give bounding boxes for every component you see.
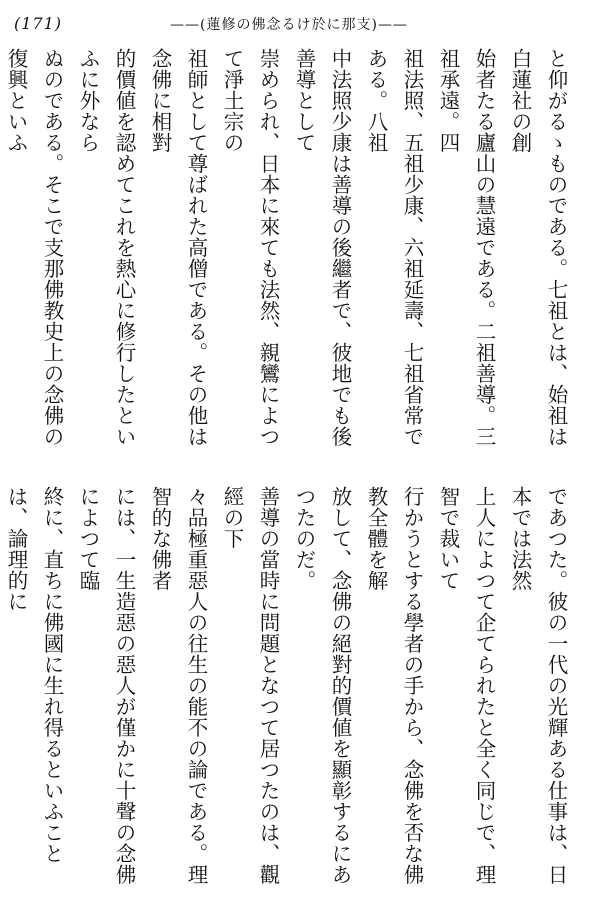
text-column: 終に、直ちに佛國に生れ得るといふことは、論理的に: [4, 486, 64, 864]
page-header: [0, 0, 590, 48]
text-column: と仰がるゝものである。七祖とは、始祖は白蓮社の創: [508, 48, 568, 447]
text-column: 上人によつて企てられたと全く同じで、理智で裁いて: [436, 486, 496, 885]
text-column: 々品極重惡人の往生の能不の論である。理智的な佛者: [148, 486, 208, 885]
text-block-top: [4, 48, 574, 466]
text-column: 祖師として尊ばれた高僧である。その他は念佛に相對: [148, 48, 208, 447]
text-column: 祖法照、五祖少康、六祖延壽、七祖省常である。八祖: [364, 48, 424, 447]
text-column: 行かうとする學者の手から、念佛を否な佛教全體を解: [364, 486, 424, 885]
text-column: 崇められ、日本に來ても法然、親鸞によつて淨土宗の: [220, 48, 280, 447]
text-column: 的價値を認めてこれを熱心に修行したといふに外なら: [76, 48, 136, 447]
text-column: 放して、念佛の絕對的價値を顯彰するにあつたのだ。: [292, 486, 352, 885]
text-column: 中法照少康は善導の後繼者で、彼地でも後善導として: [292, 48, 352, 447]
running-head: ——(蓮修の佛念るけ於に那支)——: [170, 17, 408, 33]
text-column: 始者たる廬山の慧遠である。二祖善導。三祖承遠。四: [436, 48, 496, 447]
text-column: 善導の當時に問題となつて居つたのは、觀經の下: [220, 486, 280, 885]
text-column: であつた。彼の一代の光輝ある仕事は、日本では法然: [508, 486, 568, 885]
page-number: (171): [14, 14, 63, 33]
text-column: ぬのである。そこで支那佛教史上の念佛の復興といふ: [4, 48, 64, 447]
text-column: には、一生造惡の惡人が僅かに十聲の念佛によつて臨: [76, 486, 136, 885]
text-block-bottom: [4, 486, 574, 904]
